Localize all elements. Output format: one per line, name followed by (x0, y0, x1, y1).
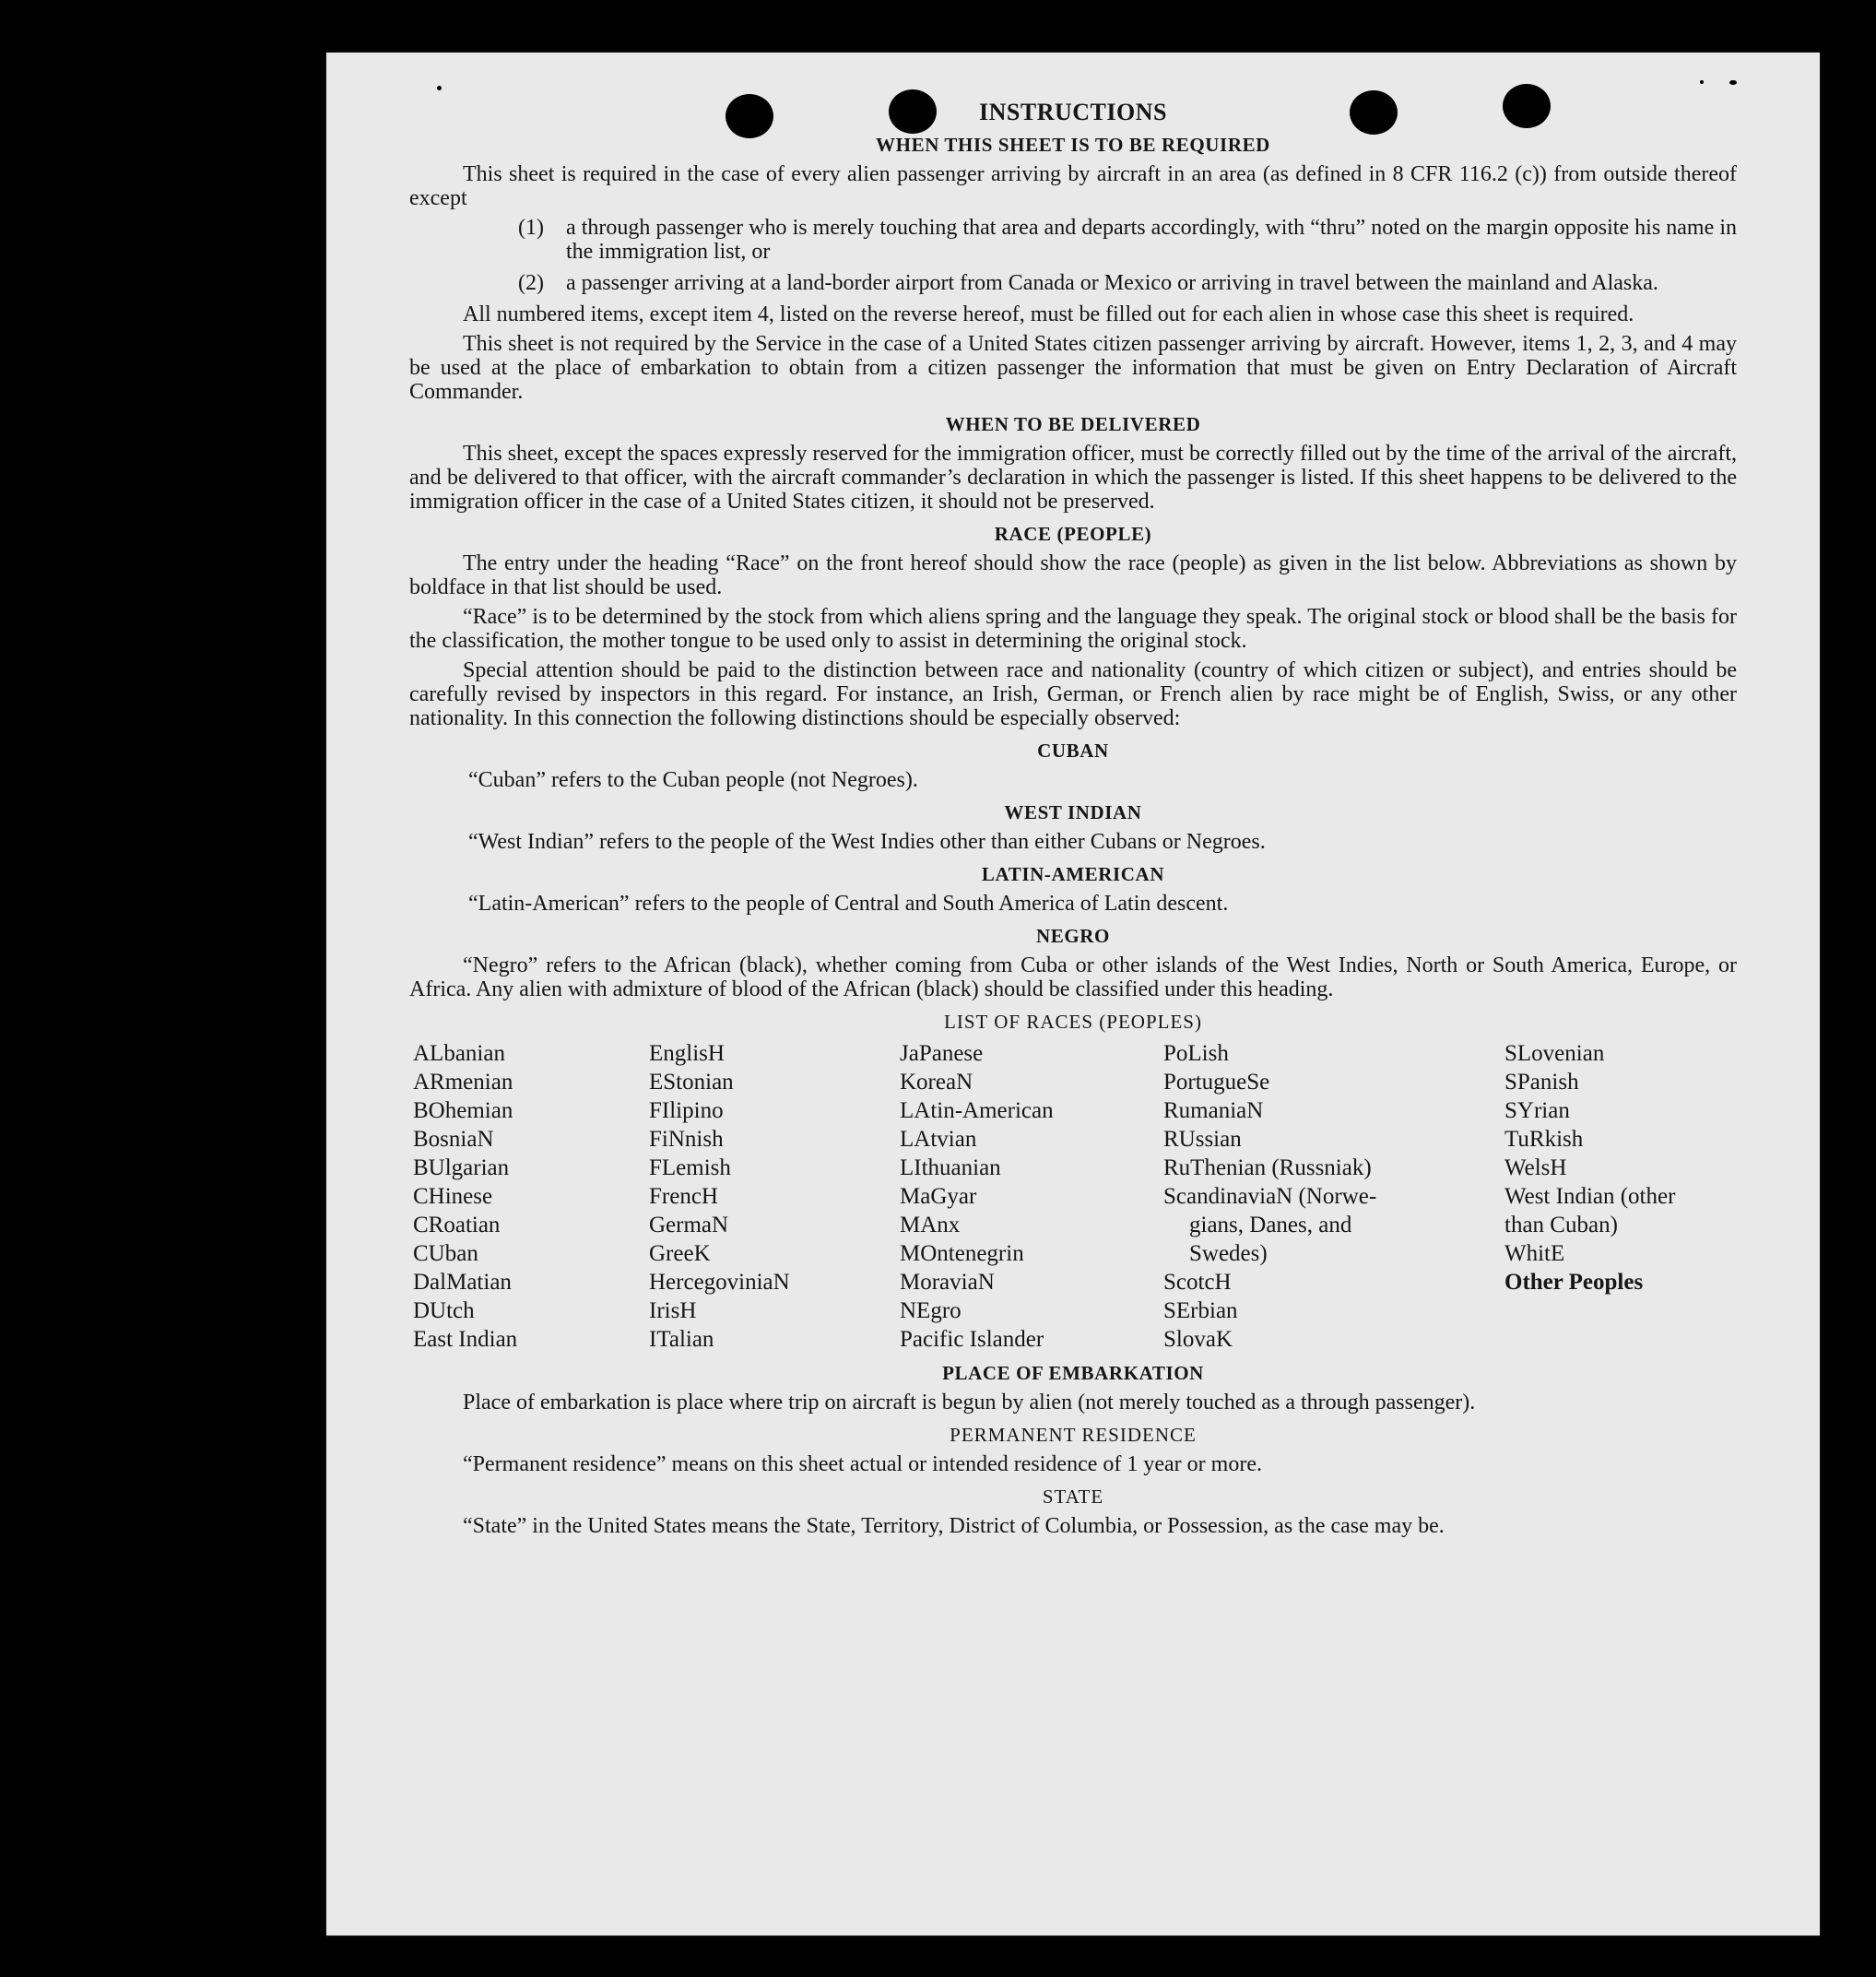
race-entry: Swedes) (1189, 1241, 1268, 1266)
speck (1700, 80, 1704, 84)
cuban-text: “Cuban” refers to the Cuban people (not Negroes). (468, 768, 918, 792)
exception-num: (2) (518, 271, 544, 295)
race-entry: gians, Danes, and (1189, 1213, 1352, 1237)
instructions-content (409, 99, 1737, 1544)
races-column-1 (413, 1039, 517, 1354)
when-required-p1: This sheet is required in the case of every alien passenger arriving by aircraft in an area (as defined in 8 CFR 116.2 (c)) from outside thereof except (409, 162, 1737, 210)
exception-num: (1) (518, 216, 544, 240)
heading-west-indian: WEST INDIAN (1004, 801, 1142, 823)
race-p2: “Race” is to be determined by the stock from which aliens spring and the language they speak. The original stock or blood shall be the basis for the classification, the mother tongue to be used only to assist in determining the original stock. (409, 605, 1737, 653)
race-entry: WelsH (1504, 1155, 1567, 1180)
race-entry: West Indian (other (1504, 1184, 1676, 1209)
race-entry: RUssian (1163, 1127, 1242, 1152)
races-column-4 (1163, 1039, 1376, 1354)
race-entry: KoreaN (900, 1070, 973, 1095)
race-entry: FLemish (649, 1155, 731, 1180)
race-entry: HercegoviniaN (649, 1270, 790, 1295)
heading-when-required: WHEN THIS SHEET IS TO BE REQUIRED (876, 134, 1270, 156)
heading-latin-american: LATIN-AMERICAN (981, 863, 1165, 885)
race-entry: MaGyar (900, 1184, 977, 1209)
speck (1729, 80, 1737, 85)
race-entry: ITalian (649, 1327, 714, 1352)
race-entry: GermaN (649, 1213, 729, 1237)
heading-list-of-races: LIST OF RACES (PEOPLES) (944, 1011, 1202, 1033)
heading-when-delivered: WHEN TO BE DELIVERED (945, 413, 1201, 435)
race-entry: SlovaK (1163, 1327, 1233, 1352)
residence-text: “Permanent residence” means on this sheet actual or intended residence of 1 year or more. (463, 1452, 1262, 1476)
race-entry: LAtvian (900, 1127, 977, 1152)
race-entry: DalMatian (413, 1270, 512, 1295)
heading-race: RACE (PEOPLE) (994, 523, 1152, 545)
race-entry: MoraviaN (900, 1270, 995, 1295)
race-entry: BosniaN (413, 1127, 494, 1152)
race-entry: RumaniaN (1163, 1098, 1264, 1123)
when-required-p3: This sheet is not required by the Service in the case of a United States citizen passenger arriving by aircraft. However, items 1, 2, 3, and 4 may be used at the place of embarkation to obtain from a citizen passenger the information that must be given on Entry Declaration of Aircraft Commander. (409, 332, 1737, 404)
exception-item-1 (409, 216, 1737, 264)
race-entry: PortugueSe (1163, 1070, 1270, 1095)
race-entry: JaPanese (900, 1041, 984, 1066)
race-entry: IrisH (649, 1298, 697, 1323)
race-entry: Pacific Islander (900, 1327, 1044, 1352)
race-entry: Other Peoples (1504, 1270, 1644, 1295)
race-entry: DUtch (413, 1298, 475, 1323)
race-entry: EnglisH (649, 1041, 725, 1066)
page-title: INSTRUCTIONS (979, 99, 1167, 125)
race-entry: FrencH (649, 1184, 718, 1209)
embarkation-text: Place of embarkation is place where trip on aircraft is begun by alien (not merely touched as a through passenger). (463, 1391, 1476, 1415)
race-entry: East Indian (413, 1327, 518, 1352)
race-entry: FiNnish (649, 1127, 724, 1152)
race-entry: LAtin-American (900, 1098, 1054, 1123)
race-entry: PoLish (1163, 1041, 1229, 1066)
race-entry: WhitE (1504, 1241, 1565, 1266)
race-entry: FIlipino (649, 1098, 724, 1123)
race-entry: SLovenian (1504, 1041, 1605, 1066)
races-column-2 (649, 1039, 790, 1354)
when-required-p2: All numbered items, except item 4, listed on the reverse hereof, must be filled out for each alien in whose case this sheet is required. (463, 302, 1634, 326)
west-indian-text: “West Indian” refers to the people of the West Indies other than either Cubans or Negroes. (468, 830, 1266, 854)
races-column-5 (1504, 1039, 1675, 1296)
race-entry: SYrian (1504, 1098, 1570, 1123)
heading-state: STATE (1042, 1486, 1104, 1508)
heading-negro: NEGRO (1035, 925, 1110, 947)
race-entry: BOhemian (413, 1098, 513, 1123)
speck (437, 86, 442, 90)
when-delivered-p1: This sheet, except the spaces expressly reserved for the immigration officer, must be correctly filled out by the time of the arrival of the aircraft, and be delivered to that officer, with the aircraft commander’s declaration in which the passenger is listed. If this sheet happens to be delivered to the immigration officer in the case of a United States citizen, it should not be preserved. (409, 442, 1737, 514)
exception-text: a through passenger who is merely touching that area and departs accordingly, with “thru” noted on the margin opposite his name in the immigration list, or (566, 216, 1737, 264)
race-entry: CRoatian (413, 1213, 501, 1237)
race-entry: ALbanian (413, 1041, 505, 1066)
race-entry: NEgro (900, 1298, 962, 1323)
race-entry: than Cuban) (1504, 1213, 1618, 1237)
latin-american-text: “Latin-American” refers to the people of Central and South America of Latin descent. (468, 892, 1229, 916)
race-entry: BUlgarian (413, 1155, 510, 1180)
race-entry: SErbian (1163, 1298, 1238, 1323)
exception-text: a passenger arriving at a land-border airport from Canada or Mexico or arriving in travel between the mainland and Alaska. (566, 271, 1658, 295)
race-entry: ARmenian (413, 1070, 513, 1095)
race-entry: ScandinaviaN (Norwe- (1163, 1184, 1377, 1209)
heading-permanent-residence: PERMANENT RESIDENCE (950, 1424, 1197, 1446)
negro-text: “Negro” refers to the African (black), whether coming from Cuba or other islands of the West Indies, North or South America, Europe, or Africa. Any alien with admixture of blood of the African (black) should be classified under this heading. (409, 953, 1737, 1001)
race-entry: MOntenegrin (900, 1241, 1024, 1266)
exception-item-2 (409, 271, 1737, 295)
races-column-3 (900, 1039, 1054, 1354)
race-entry: LIthuanian (900, 1155, 1001, 1180)
heading-embarkation: PLACE OF EMBARKATION (942, 1362, 1204, 1384)
race-entry: GreeK (649, 1241, 711, 1266)
race-entry: EStonian (649, 1070, 734, 1095)
document-sheet (326, 53, 1820, 1936)
state-text: “State” in the United States means the State, Territory, District of Columbia, or Possession, as the case may be. (463, 1514, 1445, 1538)
race-entry: RuThenian (Russniak) (1163, 1155, 1372, 1180)
race-entry: SPanish (1504, 1070, 1579, 1095)
race-entry: ScotcH (1163, 1270, 1232, 1295)
races-list (409, 1039, 1737, 1362)
race-entry: MAnx (900, 1213, 961, 1237)
race-p1: The entry under the heading “Race” on the front hereof should show the race (people) as given in the list below. Abbreviations as shown by boldface in that list should be used. (409, 551, 1737, 599)
race-entry: CHinese (413, 1184, 493, 1209)
heading-cuban: CUBAN (1037, 740, 1109, 762)
race-entry: CUban (413, 1241, 478, 1266)
race-entry: TuRkish (1504, 1127, 1584, 1152)
race-p3: Special attention should be paid to the distinction between race and nationality (country of which citizen or subject), and entries should be carefully revised by inspectors in this regard. For instance, an Irish, German, or French alien by race might be of English, Swiss, or any other nationality. In this connection the following distinctions should be especially observed: (409, 658, 1737, 730)
